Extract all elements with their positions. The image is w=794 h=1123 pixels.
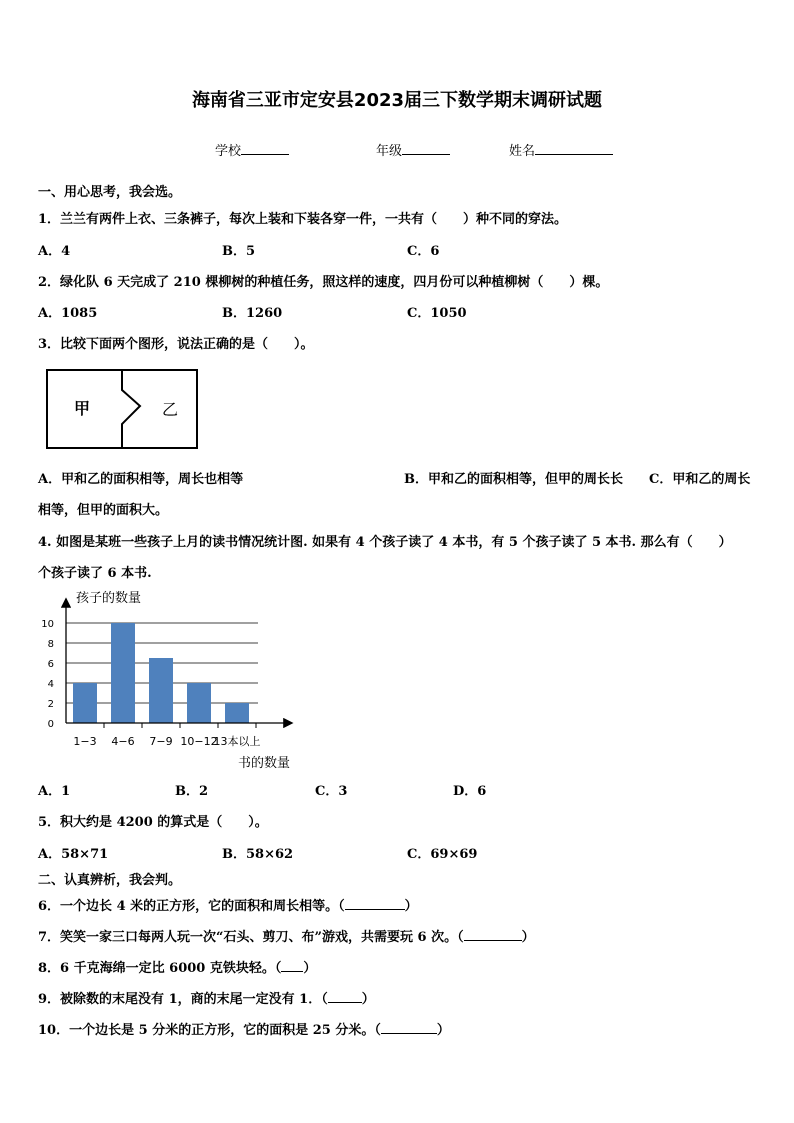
- q3-option-c[interactable]: C．甲和乙的周长: [649, 472, 751, 487]
- shapes-figure: [44, 368, 200, 450]
- y-tick-label: 6: [47, 659, 54, 670]
- y-tick-label: 2: [47, 699, 54, 710]
- section-1-heading: 一、用心思考，我会选。: [38, 185, 182, 200]
- q2-option-b[interactable]: B．1260: [222, 306, 283, 321]
- q2-option-a[interactable]: A．1085: [38, 306, 98, 321]
- q5-option-b[interactable]: B．58×62: [222, 847, 294, 862]
- school-field[interactable]: [215, 140, 289, 159]
- question-1: 1．兰兰有两件上衣、三条裤子，每次上装和下装各穿一件，一共有（ ）种不同的穿法。: [38, 212, 568, 227]
- question-3: 3．比较下面两个图形，说法正确的是（ ）。: [38, 337, 314, 352]
- shape-jia-label: 甲: [73, 399, 91, 418]
- name-label: 姓名: [509, 144, 536, 159]
- q4-option-d[interactable]: D．6: [453, 784, 487, 799]
- q3-option-c-continued: 相等，但甲的面积大。: [38, 503, 169, 518]
- y-tick-label: 0: [47, 719, 54, 730]
- q10-answer-blank[interactable]: [381, 1021, 437, 1034]
- question-6: 6．一个边长 4 米的正方形，它的面积和周长相等。（ ）: [38, 899, 418, 914]
- question-5: 5．积大约是 4200 的算式是（ ）。: [38, 815, 268, 830]
- q4-option-b[interactable]: B．2: [175, 784, 209, 799]
- bar-1: [111, 623, 135, 723]
- section-2-heading: 二、认真辨析，我会判。: [38, 873, 182, 888]
- q5-option-c[interactable]: C．69×69: [407, 847, 478, 862]
- q9-answer-blank[interactable]: [328, 990, 362, 1003]
- x-tick-label: 4−6: [111, 735, 135, 748]
- question-8: 8．6 千克海绵一定比 6000 克铁块轻。（ ）: [38, 961, 317, 976]
- bar-4: [225, 703, 249, 723]
- q8-answer-blank[interactable]: [281, 959, 303, 972]
- y-tick-label: 10: [41, 619, 54, 630]
- name-field[interactable]: [509, 140, 613, 159]
- x-tick-label: 1−3: [73, 735, 97, 748]
- x-axis-label: 书的数量: [238, 756, 291, 771]
- reading-bar-chart: [36, 584, 300, 774]
- grade-label: 年级: [376, 144, 403, 159]
- question-2: 2．绿化队 6 天完成了 210 棵柳树的种植任务，照这样的速度，四月份可以种植柳树（ ）棵。: [38, 275, 609, 290]
- q4-option-c[interactable]: C．3: [315, 784, 348, 799]
- y-tick-label: 4: [47, 679, 54, 690]
- q1-option-a[interactable]: A．4: [38, 244, 71, 259]
- q5-option-a[interactable]: A．58×71: [38, 847, 109, 862]
- dividing-line: [122, 370, 140, 448]
- question-4-line1: 4. 如图是某班一些孩子上月的读书情况统计图. 如果有 4 个孩子读了 4 本书，有 5 个孩子读了 5 本书. 那么有（ ）: [38, 535, 732, 550]
- question-9: 9．被除数的末尾没有 1，商的末尾一定没有 1．（ ）: [38, 992, 375, 1007]
- y-tick-label: 8: [47, 639, 54, 650]
- x-tick-label: 13本以上: [213, 735, 261, 748]
- bar-3: [187, 683, 211, 723]
- question-10: 10．一个边长是 5 分米的正方形，它的面积是 25 分米。（ ）: [38, 1023, 450, 1038]
- q1-option-b[interactable]: B．5: [222, 244, 256, 259]
- school-label: 学校: [215, 144, 242, 159]
- q4-option-a[interactable]: A．1: [38, 784, 71, 799]
- q7-answer-blank[interactable]: [464, 928, 522, 941]
- question-4-line2: 个孩子读了 6 本书.: [38, 566, 152, 581]
- grade-field[interactable]: [376, 140, 450, 159]
- q2-option-c[interactable]: C．1050: [407, 306, 467, 321]
- y-axis-label: 孩子的数量: [76, 591, 142, 606]
- q3-option-b[interactable]: B．甲和乙的面积相等，但甲的周长长: [404, 472, 623, 487]
- shape-yi-label: 乙: [161, 400, 179, 419]
- bar-0: [73, 683, 97, 723]
- x-tick-label: 10−12: [180, 735, 218, 748]
- question-7: 7．笑笑一家三口每两人玩一次“石头、剪刀、布”游戏，共需要玩 6 次。（ ）: [38, 930, 535, 945]
- q3-option-a[interactable]: A．甲和乙的面积相等，周长也相等: [38, 472, 244, 487]
- q6-answer-blank[interactable]: [345, 897, 405, 910]
- page-title: 海南省三亚市定安县2023届三下数学期末调研试题: [191, 90, 603, 111]
- q1-option-c[interactable]: C．6: [407, 244, 440, 259]
- bar-2: [149, 658, 173, 723]
- x-tick-label: 7−9: [149, 735, 173, 748]
